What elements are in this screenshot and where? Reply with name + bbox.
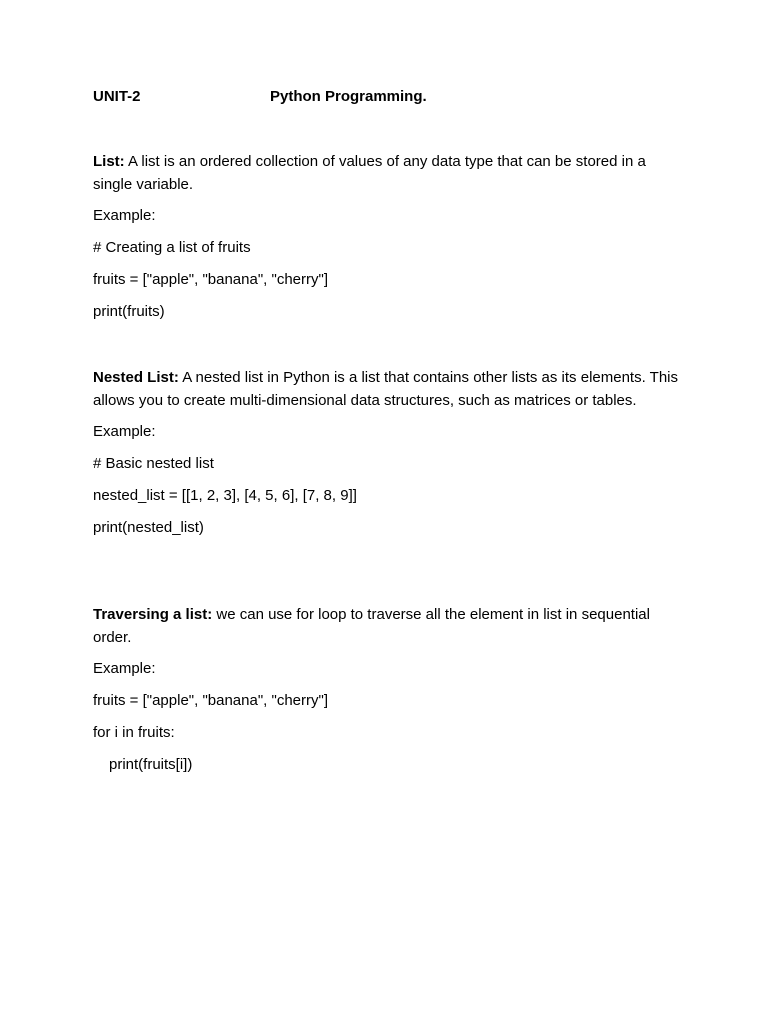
traversing-section xyxy=(93,604,678,786)
example-label: Example: xyxy=(93,207,156,224)
code-line: fruits = ["apple", "banana", "cherry"] xyxy=(93,271,328,288)
code-line: fruits = ["apple", "banana", "cherry"] xyxy=(93,692,328,709)
code-line: # Creating a list of fruits xyxy=(93,239,251,256)
code-line: for i in fruits: xyxy=(93,724,175,741)
subject-title: Python Programming. xyxy=(270,88,427,105)
code-line: print(fruits) xyxy=(93,303,165,320)
code-line: # Basic nested list xyxy=(93,455,214,472)
list-section xyxy=(93,151,678,333)
code-line-indented: print(fruits[i]) xyxy=(109,756,193,773)
traversing-definition-text: we can use for loop to traverse all the element in list in sequential order. xyxy=(93,606,650,646)
nested-list-definition-text: A nested list in Python is a list that contains other lists as its elements. This allows you to create multi-dimensional data structures, such as matrices or tables. xyxy=(93,369,678,409)
code-line: print(nested_list) xyxy=(93,519,204,536)
code-line: nested_list = [[1, 2, 3], [4, 5, 6], [7, 8, 9]] xyxy=(93,487,357,504)
page-header xyxy=(93,88,693,110)
nested-list-term: Nested List: xyxy=(93,369,179,386)
unit-title: UNIT-2 xyxy=(93,88,141,105)
example-label: Example: xyxy=(93,660,156,677)
list-term: List: xyxy=(93,153,125,170)
nested-list-definition xyxy=(93,367,678,412)
list-definition-text: A list is an ordered collection of values of any data type that can be stored in a single variable. xyxy=(93,153,646,193)
nested-list-section xyxy=(93,367,678,549)
example-label: Example: xyxy=(93,423,156,440)
traversing-term: Traversing a list: xyxy=(93,606,213,623)
traversing-definition xyxy=(93,604,678,649)
list-definition xyxy=(93,151,678,196)
